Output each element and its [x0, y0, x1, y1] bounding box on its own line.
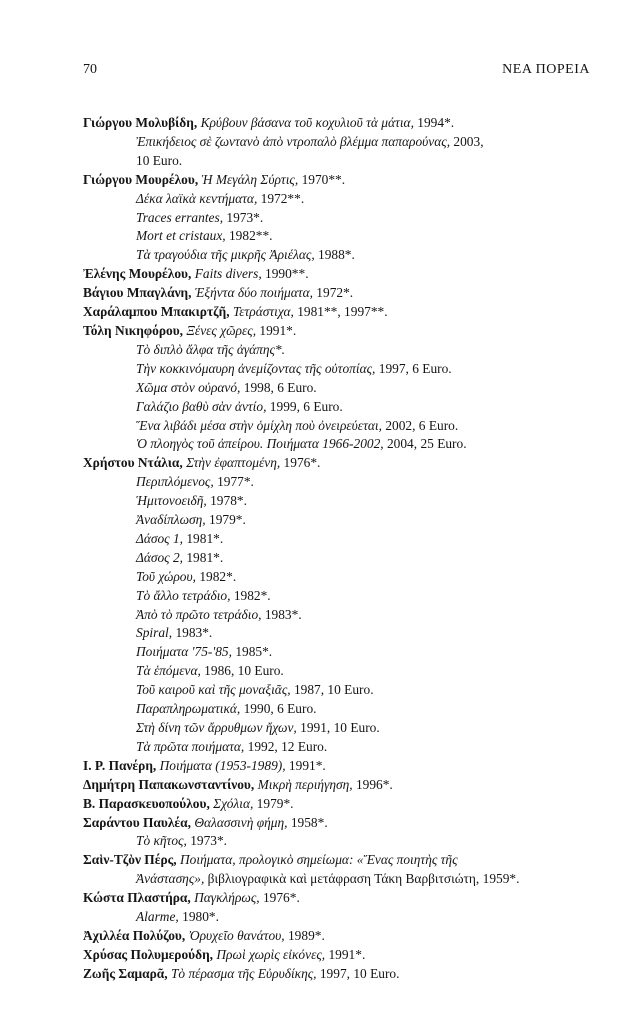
entry-line — [83, 965, 603, 984]
entry-line — [83, 454, 603, 473]
author-name: Κώστα Πλαστήρα, — [83, 890, 191, 906]
work-title: Ἡ Μεγάλη Σύρτις, — [201, 171, 299, 187]
work-title: Τὰ ἑπόμενα, — [136, 663, 201, 679]
work-title: Ἕνα λιβάδι μέσα στὴν ὁμίχλη ποὺ ὀνειρεύεται, — [136, 417, 382, 433]
work-title: Traces errantes, — [136, 209, 224, 225]
work-title: Παγκλήρως, — [194, 890, 260, 906]
work-title: Ὁ πλοηγὸς τοῦ ἀπείρου. Ποιήματα 1966-2002, — [136, 436, 384, 452]
entry-subline — [83, 662, 603, 681]
work-title: Τὸ ἄλλο τετράδιο, — [136, 587, 231, 603]
entry-subline — [83, 530, 603, 549]
work-detail: 1976*. — [280, 455, 321, 471]
work-title: Ποιήματα '75-'85, — [136, 644, 232, 660]
work-title: Alarme, — [136, 909, 179, 925]
running-title: ΝΕΑ ΠΟΡΕΙΑ — [502, 62, 590, 77]
work-title: Γαλάζιο βαθὺ σὰν ἀντίο, — [136, 398, 267, 414]
work-title: Ἀνάστασης», — [136, 871, 205, 887]
bibliography-list — [83, 114, 603, 984]
entry-subline — [83, 341, 603, 360]
work-detail: 1991*. — [285, 757, 326, 773]
work-detail: 1994*. — [413, 115, 455, 130]
work-title: Δάσος 1, — [136, 530, 184, 546]
work-title: Παραπληρωματικά, — [136, 701, 241, 717]
work-detail: 1983*. — [261, 606, 302, 622]
work-detail: 1983*. — [172, 625, 213, 641]
entry-subline — [83, 643, 603, 662]
work-detail: 1982*. — [230, 587, 271, 603]
entry-subline — [83, 246, 603, 265]
work-title: Τὸ κῆτος, — [136, 833, 187, 849]
page-number: 70 — [83, 62, 97, 77]
entry-subline — [83, 473, 603, 492]
work-detail: βιβλιογραφικὰ καὶ μετάφραση Τάκη Βαρβιτσιώτη, 1959*. — [204, 871, 520, 887]
work-detail: 1979*. — [253, 795, 294, 811]
work-title: Τὰ πρῶτα ποιήματα, — [136, 738, 245, 754]
entry-subline — [83, 133, 603, 152]
work-detail: 1973*. — [186, 833, 228, 849]
work-detail: 1997, 6 Euro. — [375, 360, 452, 376]
entry-line — [83, 851, 603, 870]
entry-line — [83, 889, 603, 908]
work-detail: 1973*. — [223, 209, 264, 225]
work-title: Ἐπικήδειος σὲ ζωντανὸ ἀπὸ ντροπαλὸ βλέμμα παπαρούνας, — [136, 133, 451, 149]
work-title: Κρύβουν βάσανα τοῦ κοχυλιοῦ τὰ μάτια, — [200, 115, 414, 130]
work-title: Ἀναδίπλωση, — [136, 512, 206, 528]
work-detail: 1997, 10 Euro. — [316, 965, 400, 981]
entry-line — [83, 265, 603, 284]
work-detail: 1978*. — [206, 493, 247, 509]
work-title: Τετράστιχα, — [232, 304, 294, 320]
author-name: Ι. Ρ. Πανέρη, — [83, 757, 157, 773]
author-name: Δημήτρη Παπακωνσταντίνου, — [83, 776, 255, 792]
entry-subline — [83, 398, 603, 417]
work-detail: 10 Euro. — [136, 152, 183, 168]
entry-line — [83, 322, 603, 341]
work-detail: 1981*. — [183, 549, 224, 565]
work-detail: 1981**, 1997**. — [293, 304, 388, 320]
entry-line — [83, 171, 603, 190]
entry-line — [83, 757, 603, 776]
work-detail: 2003, — [450, 133, 484, 149]
entry-subline — [83, 832, 603, 851]
work-detail: 1998, 6 Euro. — [240, 379, 317, 395]
work-title: Ξένες χῶρες, — [186, 322, 257, 338]
work-title: Mort et cristaux, — [136, 228, 226, 244]
entry-subline — [83, 870, 603, 889]
author-name: Ἐλένης Μουρέλου, — [83, 266, 192, 282]
entry-line — [83, 114, 603, 133]
work-title: Τοῦ καιροῦ καὶ τῆς μοναξιᾶς, — [136, 682, 291, 698]
work-detail: 1990**. — [261, 266, 309, 282]
entry-subline — [83, 606, 603, 625]
work-title: Ἀπὸ τὸ πρῶτο τετράδιο, — [136, 606, 262, 622]
entry-line — [83, 284, 603, 303]
work-title: Περιπλόμενος, — [136, 474, 214, 490]
entry-subline — [83, 700, 603, 719]
work-title: Στὴν ἐφαπτομένη, — [186, 455, 281, 471]
entry-line — [83, 814, 603, 833]
work-title: Δάσος 2, — [136, 549, 184, 565]
work-title: Τοῦ χώρου, — [136, 568, 196, 584]
author-name: Γιώργου Μολυβίδη, — [83, 115, 198, 130]
work-title: Ὀρυχεῖο θανάτου, — [188, 927, 285, 943]
work-title: Τὴν κοκκινόμαυρη ἀνεμίζοντας τῆς οὐτοπίας, — [136, 360, 376, 376]
work-title: Ἑξήντα δύο ποιήματα, — [194, 285, 313, 301]
work-detail: 1970**. — [298, 171, 346, 187]
work-title: Ἡμιτονοειδῆ, — [136, 493, 207, 509]
work-title: Στὴ δίνη τῶν ἄρρυθμων ἤχων, — [136, 720, 297, 735]
entry-line — [83, 776, 603, 795]
work-detail: 1989*. — [284, 927, 325, 943]
entry-line — [83, 927, 603, 946]
work-title: Θαλασσινὴ φήμη, — [194, 814, 288, 830]
entry-subline — [83, 360, 603, 379]
work-title: Τὰ τραγούδια τῆς μικρῆς Ἀριέλας, — [136, 247, 315, 263]
author-name: Ζωῆς Σαμαρᾶ, — [83, 965, 168, 981]
author-name: Σαράντου Παυλέα, — [83, 814, 191, 830]
author-name: Τόλη Νικηφόρου, — [83, 322, 184, 338]
author-name: Γιώργου Μουρέλου, — [83, 171, 199, 187]
work-title: Δέκα λαϊκὰ κεντήματα, — [136, 190, 258, 206]
entry-subline — [83, 435, 603, 454]
work-title: Χῶμα στὸν οὐρανό, — [136, 379, 241, 395]
work-title: Spiral, — [136, 625, 173, 641]
work-title: Πρωὶ χωρὶς εἰκόνες, — [216, 946, 326, 962]
entry-subline — [83, 681, 603, 700]
entry-line — [83, 303, 603, 322]
work-detail: 1982**. — [225, 228, 273, 244]
work-detail: 1972*. — [312, 285, 354, 301]
work-detail: 1988*. — [314, 247, 355, 263]
work-detail: 1976*. — [259, 890, 300, 906]
work-detail: 1979*. — [205, 512, 246, 528]
work-detail: 1991, 10 Euro. — [296, 720, 380, 735]
work-detail: 1996*. — [352, 776, 393, 792]
entry-subline — [83, 568, 603, 587]
author-name: Χρύσας Πολυμερούδη, — [83, 946, 214, 962]
work-detail: 1958*. — [287, 814, 328, 830]
entry-subline — [83, 511, 603, 530]
entry-subline — [83, 190, 603, 209]
author-name: Ἀχιλλέα Πολύζου, — [83, 927, 186, 943]
author-name: Σαὶν-Τζὸν Πέρς, — [83, 852, 177, 868]
work-detail: 1986, 10 Euro. — [200, 663, 284, 679]
entry-subline — [83, 227, 603, 246]
work-detail: 1980*. — [178, 909, 219, 925]
entry-subline — [83, 738, 603, 757]
work-detail: 2004, 25 Euro. — [383, 436, 467, 452]
work-detail: 1999, 6 Euro. — [266, 398, 343, 414]
author-name: Χρήστου Ντάλια, — [83, 455, 183, 471]
work-title: Faits divers, — [194, 266, 262, 282]
work-detail: 1991*. — [256, 322, 297, 338]
page-header — [83, 62, 590, 80]
entry-subline — [83, 624, 603, 643]
entry-subline — [83, 379, 603, 398]
work-detail: 1990, 6 Euro. — [240, 701, 317, 717]
work-detail: 1982*. — [196, 568, 237, 584]
work-detail: 1981*. — [183, 530, 224, 546]
work-detail: 1992, 12 Euro. — [244, 738, 328, 754]
work-detail: 1987, 10 Euro. — [290, 682, 374, 698]
entry-subline — [83, 152, 603, 171]
work-title: Τὸ διπλὸ ἄλφα τῆς ἀγάπης*. — [136, 341, 285, 357]
work-detail: 1972**. — [257, 190, 305, 206]
author-name: Β. Παρασκευοπούλου, — [83, 795, 210, 811]
work-detail: 2002, 6 Euro. — [381, 417, 459, 433]
work-title: Τὸ πέρασμα τῆς Εὐρυδίκης, — [170, 965, 317, 981]
work-detail: 1977*. — [213, 474, 254, 490]
author-name: Χαράλαμπου Μπακιρτζῆ, — [83, 304, 230, 320]
entry-subline — [83, 417, 603, 436]
entry-subline — [83, 719, 603, 738]
work-detail: 1991*. — [325, 946, 366, 962]
entry-subline — [83, 908, 603, 927]
entry-line — [83, 946, 603, 965]
work-title: Ποιήματα, προλογικὸ σημείωμα: «Ἕνας ποιητὴς τῆς — [179, 852, 458, 868]
entry-subline — [83, 492, 603, 511]
author-name: Βάγιου Μπαγλάνη, — [83, 285, 192, 301]
work-title: Ποιήματα (1953-1989), — [159, 757, 286, 773]
entry-subline — [83, 549, 603, 568]
entry-line — [83, 795, 603, 814]
work-detail: 1985*. — [231, 644, 273, 660]
work-title: Μικρὴ περιήγηση, — [257, 776, 353, 792]
entry-subline — [83, 587, 603, 606]
entry-subline — [83, 209, 603, 228]
work-title: Σχόλια, — [213, 795, 254, 811]
